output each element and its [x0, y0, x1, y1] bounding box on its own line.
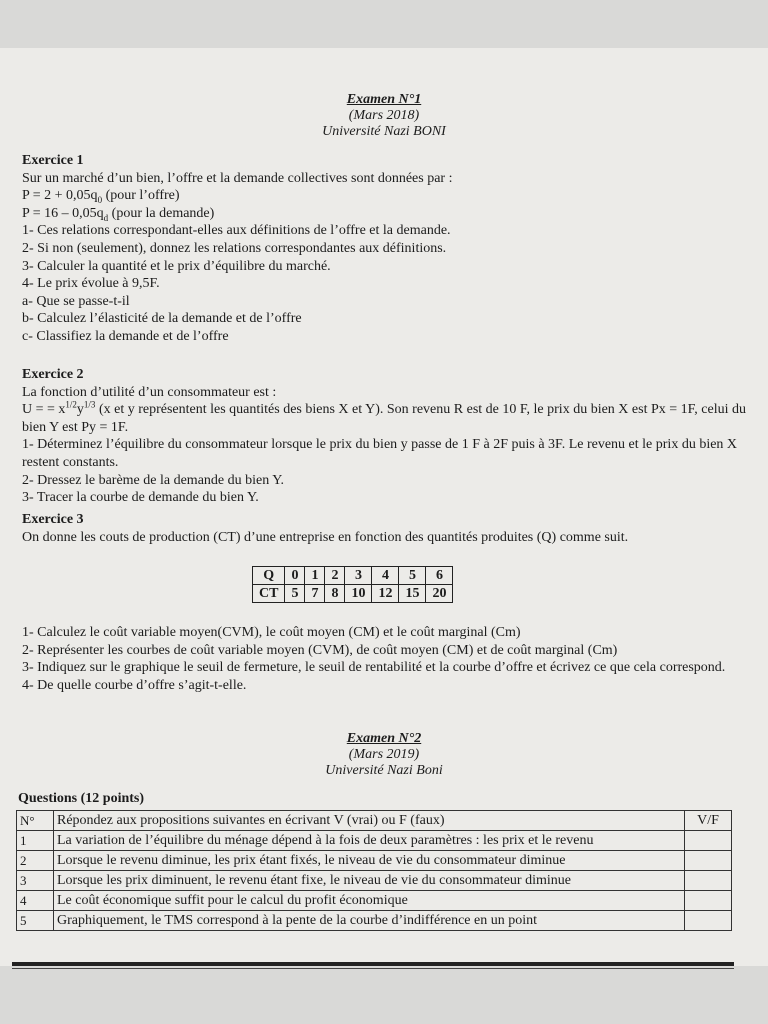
- table-cell: 1: [305, 567, 325, 585]
- table-row: [17, 911, 732, 931]
- exercise-1-question-1: 1- Ces relations correspondant-elles aux définitions de l’offre et la demande.: [22, 223, 451, 239]
- exam2-title: Examen N°2: [346, 731, 422, 746]
- bottom-rule: [12, 962, 734, 966]
- exercise-3-question-1: 1- Calculez le coût variable moyen(CVM), le coût moyen (CM) et le coût marginal (Cm): [22, 625, 521, 640]
- vf-answer-cell[interactable]: [685, 831, 732, 851]
- table-cell: 5: [285, 585, 305, 603]
- table-cell: 5: [399, 567, 426, 585]
- cost-table: [252, 566, 453, 603]
- table-cell: 8: [325, 585, 345, 603]
- vf-answer-cell[interactable]: [685, 871, 732, 891]
- demand-equation: $P = 16 - 0,05q_d$ (pour la demande): [22, 205, 215, 223]
- true-false-table: [16, 810, 732, 931]
- table-row: [17, 891, 732, 911]
- offer-equation: $P = 2 + 0,05q_0$ (pour l’offre): [22, 188, 180, 205]
- exercise-3-question-4: 4- De quelle courbe d’offre s’agit-t-elle.: [22, 677, 247, 693]
- exercise-3-title: Exercice 3: [22, 512, 84, 527]
- exercise-1-intro: Sur un marché d’un bien, l’offre et la demande collectives sont données par :: [22, 170, 453, 186]
- exercise-1-question-b: b- Calculez l’élasticité de la demande et de l’offre: [22, 311, 302, 327]
- vf-answer-cell[interactable]: [685, 851, 732, 871]
- exercise-3-question-2: 2- Représenter les courbes de coût variable moyen (CVM), de coût moyen (CM) et de coût marginal (Cm): [22, 642, 618, 658]
- exercise-2: [22, 366, 747, 507]
- exercise-3: [22, 511, 747, 546]
- exercise-1-question-2: 2- Si non (seulement), donnez les relations correspondantes aux définitions.: [22, 240, 447, 256]
- exercise-3-intro: On donne les couts de production (CT) d’une entreprise en fonction des quantités produites (Q) comme suit.: [22, 529, 629, 545]
- exam1-header: [0, 92, 768, 140]
- row-statement: Lorsque les prix diminuent, le revenu étant fixe, le niveau de vie du consommateur diminue: [54, 871, 685, 891]
- bottom-rule-thin: [12, 968, 734, 969]
- table-row: [253, 585, 453, 603]
- table-row: [253, 567, 453, 585]
- table-row: [17, 831, 732, 851]
- row-statement: Lorsque le revenu diminue, les prix étant fixés, le niveau de vie du consommateur diminue: [54, 851, 685, 871]
- exam1-university: Université Nazi BONI: [322, 124, 446, 139]
- row-number: 1: [17, 831, 54, 851]
- exam2-university: Université Nazi Boni: [325, 763, 443, 778]
- header-num: N°: [17, 811, 54, 831]
- table-cell: 20: [426, 585, 453, 603]
- exercise-2-intro: La fonction d’utilité d’un consommateur est :: [22, 384, 277, 400]
- ct-label: CT: [253, 585, 285, 603]
- table-cell: 6: [426, 567, 453, 585]
- exercise-2-question-1: 1- Déterminez l’équilibre du consommateur lorsque le prix du bien y passe de 1 F à 2F puis à 3F. Le revenu et le prix du bien X restent constants.: [22, 437, 738, 470]
- table-cell: 2: [325, 567, 345, 585]
- utility-function: U = = $x^{1/2}y^{1/3}$ (x et y représentent les quantités des biens X et Y). Son revenu R est de 10 F, le prix du bien X est Px = 1F, celui du bien Y est Py = 1F.: [22, 399, 747, 435]
- row-number: 5: [17, 911, 54, 931]
- row-number: 4: [17, 891, 54, 911]
- exam1-date: (Mars 2018): [348, 108, 420, 123]
- exercise-1-question-c: c- Classifiez la demande et de l’offre: [22, 328, 229, 344]
- exercise-1-title: Exercice 1: [22, 153, 84, 168]
- header-vf: V/F: [685, 811, 732, 831]
- q-label: Q: [253, 567, 285, 585]
- exercise-1-question-4: 4- Le prix évolue à 9,5F.: [22, 276, 160, 292]
- exercise-2-title: Exercice 2: [22, 367, 84, 382]
- table-row: [17, 851, 732, 871]
- row-statement: La variation de l’équilibre du ménage dépend à la fois de deux paramètres : les prix et le revenu: [54, 831, 685, 851]
- exam2-date: (Mars 2019): [348, 747, 420, 762]
- row-statement: Le coût économique suffit pour le calcul du profit économique: [54, 891, 685, 911]
- table-cell: 7: [305, 585, 325, 603]
- questions-title: Questions (12 points): [18, 791, 145, 806]
- exercise-2-question-3: 3- Tracer la courbe de demande du bien Y.: [22, 490, 259, 506]
- table-header-row: [17, 811, 732, 831]
- row-number: 2: [17, 851, 54, 871]
- exercise-3-question-3: 3- Indiquez sur le graphique le seuil de fermeture, le seuil de rentabilité et la courbe d’offre et écrivez ce que cela correspond.: [22, 660, 726, 676]
- table-cell: 0: [285, 567, 305, 585]
- header-instructions: Répondez aux propositions suivantes en écrivant V (vrai) ou F (faux): [54, 811, 685, 831]
- table-cell: 12: [372, 585, 399, 603]
- vf-answer-cell[interactable]: [685, 891, 732, 911]
- exercise-1: [22, 152, 747, 346]
- vf-answer-cell[interactable]: [685, 911, 732, 931]
- exercise-1-question-3: 3- Calculer la quantité et le prix d’équilibre du marché.: [22, 258, 331, 274]
- row-statement: Graphiquement, le TMS correspond à la pente de la courbe d’indifférence en un point: [54, 911, 685, 931]
- exercise-2-question-2: 2- Dressez le barème de la demande du bien Y.: [22, 472, 285, 488]
- table-row: [17, 871, 732, 891]
- exam-page: [0, 48, 768, 966]
- exercise-3-questions: [22, 624, 747, 694]
- table-cell: 4: [372, 567, 399, 585]
- exercise-1-question-a: a- Que se passe-t-il: [22, 293, 130, 309]
- row-number: 3: [17, 871, 54, 891]
- table-cell: 3: [345, 567, 372, 585]
- table-cell: 10: [345, 585, 372, 603]
- exam2-header: [0, 731, 768, 779]
- exam1-title: Examen N°1: [346, 92, 422, 107]
- table-cell: 15: [399, 585, 426, 603]
